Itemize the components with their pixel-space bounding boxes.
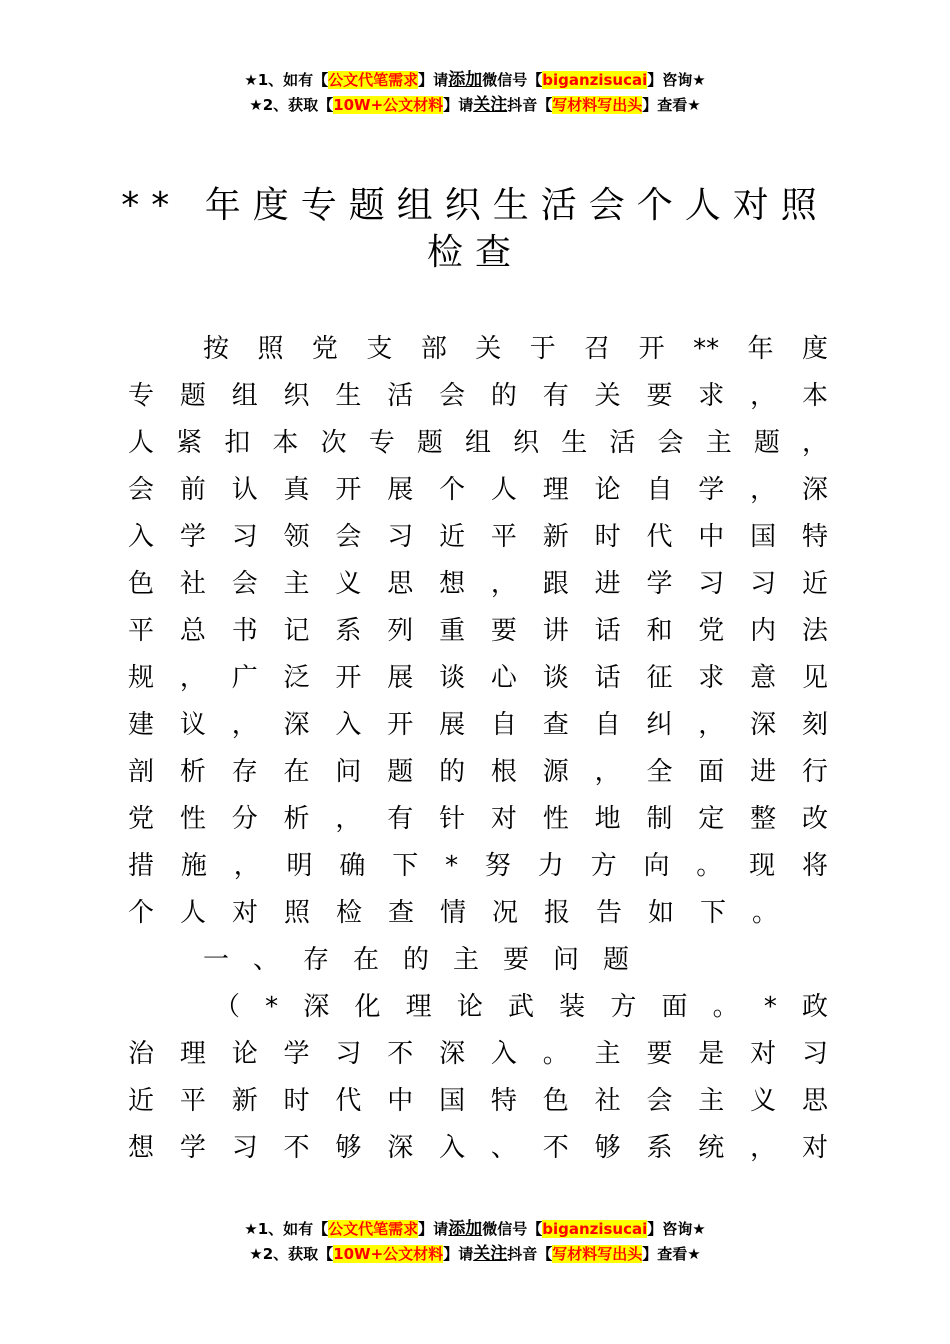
section-heading: 一、存在的主要问题 xyxy=(203,945,654,975)
body-line: 规，广泛开展谈心谈话征求意见 xyxy=(128,663,828,693)
body-line: 个人对照检查情况报告如下。 xyxy=(128,898,805,928)
document-body xyxy=(128,326,828,1172)
body-line: 建议，深入开展自查自纠，深刻 xyxy=(128,710,828,740)
body-line: 平总书记系列重要讲话和党内法 xyxy=(128,616,828,646)
body-line: 人紧扣本次专题组织生活会主题， xyxy=(128,428,828,458)
body-line: 党性分析，有针对性地制定整改 xyxy=(128,804,828,834)
subsection-heading: （*深化理论武装方面。*政 xyxy=(214,992,828,1022)
banner-line-2: ★2、获取【10W+公文材料】请关注抖音【写材料写出头】查看★ xyxy=(249,1244,701,1264)
body-line: 剖析存在问题的根源，全面进行 xyxy=(128,757,828,787)
banner-line-1: ★1、如有【公文代笔需求】请添加微信号【biganzisucai】咨询★ xyxy=(244,70,706,90)
banner-line-1: ★1、如有【公文代笔需求】请添加微信号【biganzisucai】咨询★ xyxy=(244,1219,706,1239)
body-line: 近平新时代中国特色社会主义思 xyxy=(128,1086,828,1116)
header-banner xyxy=(0,68,950,118)
title-line-2: 检查 xyxy=(426,232,523,273)
title-line-1: ** 年度专题组织生活会个人对照 xyxy=(121,185,829,226)
body-line: 会前认真开展个人理论自学，深 xyxy=(128,475,828,505)
banner-line-2: ★2、获取【10W+公文材料】请关注抖音【写材料写出头】查看★ xyxy=(249,95,701,115)
body-line: 专题组织生活会的有关要求，本 xyxy=(128,381,828,411)
body-line: 按照党支部关于召开**年度 xyxy=(203,334,828,364)
body-line: 措施，明确下*努力方向。现将 xyxy=(128,851,828,881)
body-line: 想学习不够深入、不够系统，对 xyxy=(128,1133,828,1163)
wechat-id: biganzisucai xyxy=(542,71,648,89)
body-line: 入学习领会习近平新时代中国特 xyxy=(128,522,828,552)
document-title xyxy=(110,182,840,276)
wechat-id: biganzisucai xyxy=(542,1220,648,1238)
body-line: 治理论学习不深入。主要是对习 xyxy=(128,1039,828,1069)
body-line: 色社会主义思想，跟进学习习近 xyxy=(128,569,828,599)
footer-banner xyxy=(0,1217,950,1267)
